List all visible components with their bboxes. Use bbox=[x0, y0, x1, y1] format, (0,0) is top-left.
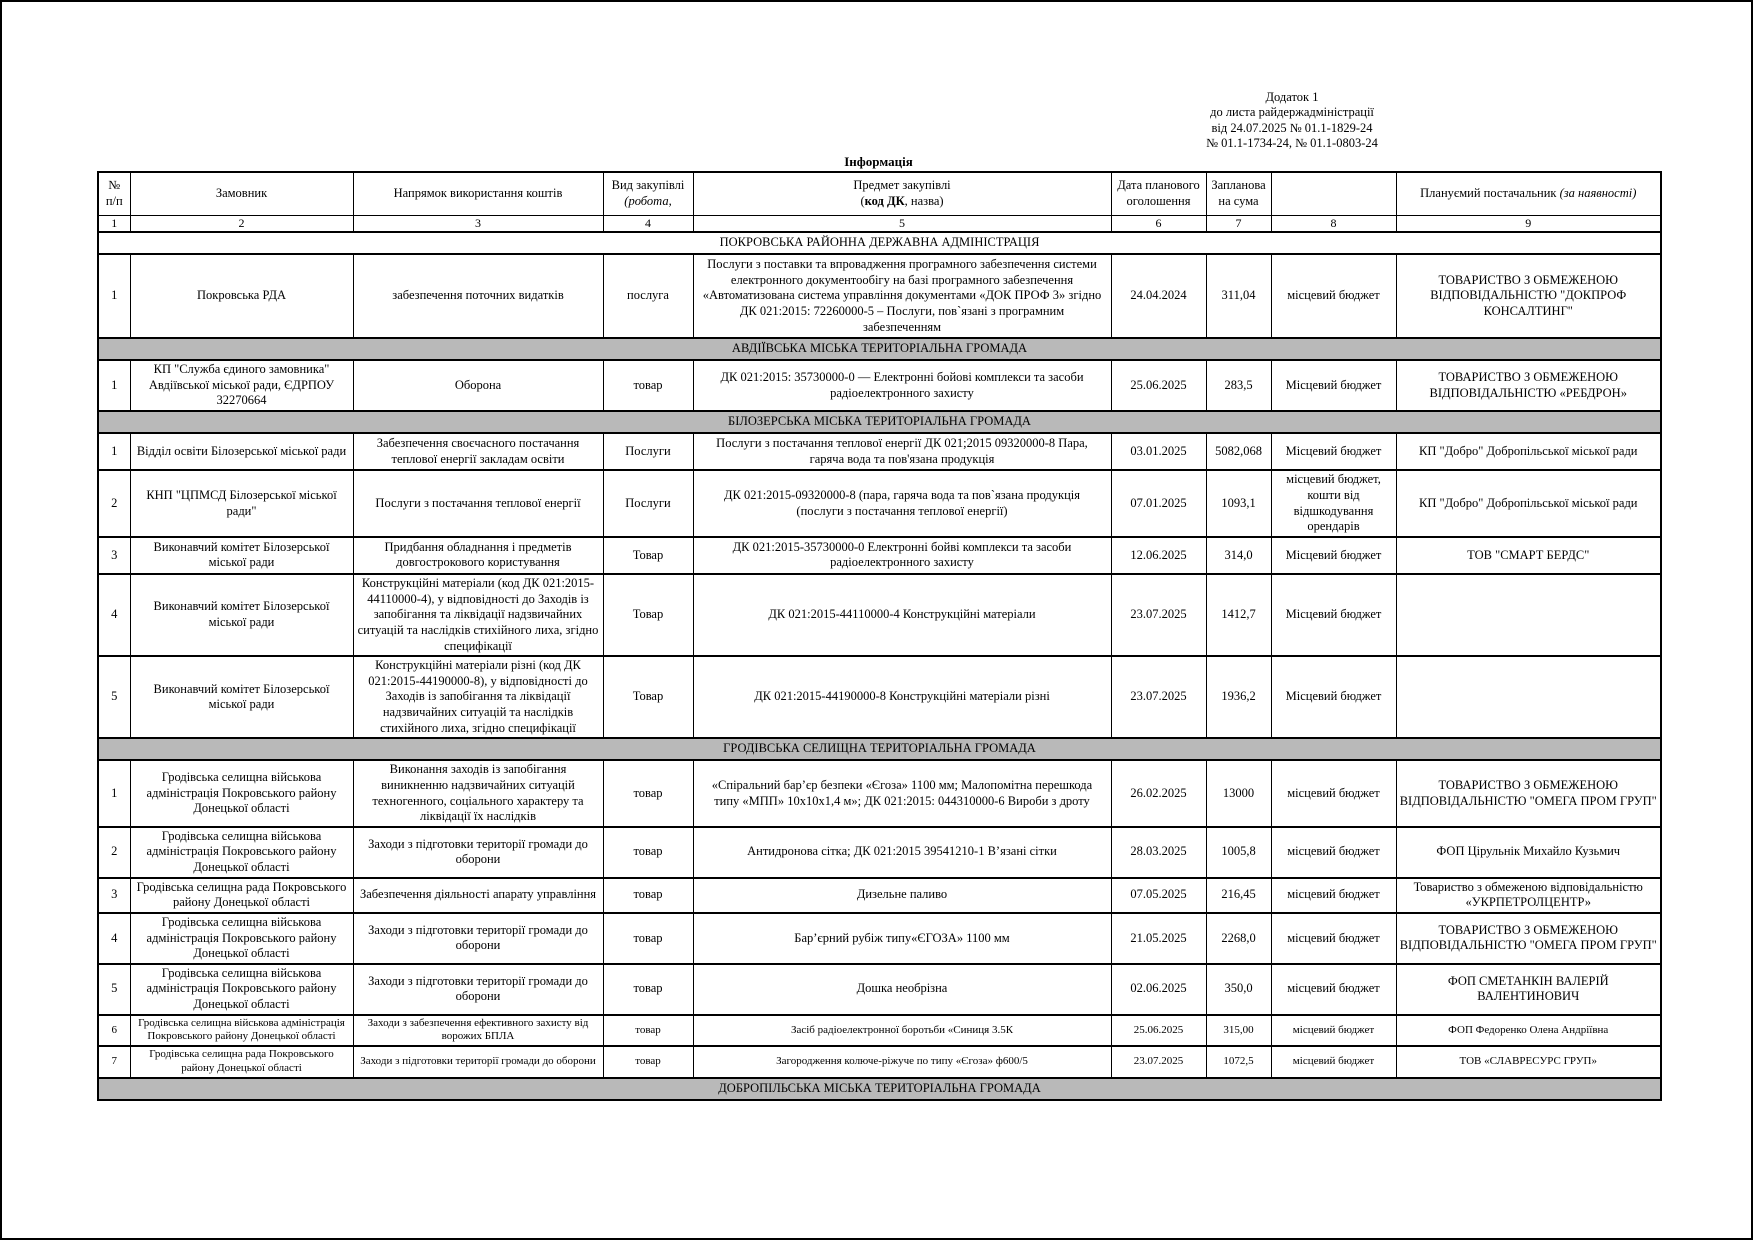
cell-row-number: 1 bbox=[98, 760, 130, 827]
cell-customer: Гродівська селищна рада Покровського району Донецької області bbox=[130, 1046, 353, 1078]
cell-row-number: 5 bbox=[98, 964, 130, 1015]
cell-row-number: 5 bbox=[98, 656, 130, 738]
cell-planned-supplier: ФОП СМЕТАНКІН ВАЛЕРІЙ ВАЛЕНТИНОВИЧ bbox=[1396, 964, 1661, 1015]
table-row bbox=[98, 1046, 1661, 1078]
cell-customer: Виконавчий комітет Білозерської міської ради bbox=[130, 574, 353, 656]
table-row bbox=[98, 827, 1661, 878]
cell-procurement-subject: Антидронова сітка; ДК 021:2015 39541210-1 В’язані сітки bbox=[693, 827, 1111, 878]
table-row bbox=[98, 656, 1661, 738]
cell-planned-supplier bbox=[1396, 656, 1661, 738]
cell-planned-sum: 283,5 bbox=[1206, 360, 1271, 411]
cell-procurement-subject: ДК 021:2015: 35730000-0 — Електронні бойові комплекси та засоби радіоелектронного захисту bbox=[693, 360, 1111, 411]
cell-planned-date: 07.01.2025 bbox=[1111, 470, 1206, 537]
cell-procurement-subject: Послуги з поставки та впровадження програмного забезпечення системи електронного документообігу на базі програмного забезпечення «Автоматизована система управління документами «ДОК ПРОФ 3» згідно ДК 021:2015: 72260000-5 – Послуги, пов`язані з програмним забезпеченням bbox=[693, 254, 1111, 338]
cell-funding-source: Місцевий бюджет bbox=[1271, 537, 1396, 574]
section-header-row bbox=[98, 738, 1661, 760]
cell-planned-supplier bbox=[1396, 574, 1661, 656]
appendix-line: № 01.1-1734-24, № 01.1-0803-24 bbox=[1206, 135, 1378, 150]
cell-funds-direction: забезпечення поточних видатків bbox=[353, 254, 603, 338]
cell-planned-date: 28.03.2025 bbox=[1111, 827, 1206, 878]
cell-procurement-type: послуга bbox=[603, 254, 693, 338]
cell-procurement-type: товар bbox=[603, 760, 693, 827]
column-number: 3 bbox=[353, 216, 603, 233]
cell-planned-supplier: ТОВАРИСТВО З ОБМЕЖЕНОЮ ВІДПОВІДАЛЬНІСТЮ «РЕБДРОН» bbox=[1396, 360, 1661, 411]
cell-planned-supplier: ТОВ «СЛАВРЕСУРС ГРУП» bbox=[1396, 1046, 1661, 1078]
cell-customer: Гродівська селищна військова адміністрація Покровського району Донецької області bbox=[130, 964, 353, 1015]
cell-planned-date: 23.07.2025 bbox=[1111, 574, 1206, 656]
cell-funds-direction: Оборона bbox=[353, 360, 603, 411]
section-header: ДОБРОПІЛЬСЬКА МІСЬКА ТЕРИТОРІАЛЬНА ГРОМАДА bbox=[98, 1078, 1661, 1100]
cell-planned-supplier: КП "Добро" Добропільської міської ради bbox=[1396, 470, 1661, 537]
table-row bbox=[98, 433, 1661, 470]
table-row bbox=[98, 964, 1661, 1015]
cell-planned-date: 12.06.2025 bbox=[1111, 537, 1206, 574]
column-number: 5 bbox=[693, 216, 1111, 233]
cell-row-number: 3 bbox=[98, 537, 130, 574]
table-row bbox=[98, 537, 1661, 574]
document-title: Інформація bbox=[844, 154, 913, 169]
section-header-row bbox=[98, 232, 1661, 254]
cell-customer: КНП "ЦПМСД Білозерської міської ради" bbox=[130, 470, 353, 537]
cell-planned-sum: 2268,0 bbox=[1206, 913, 1271, 964]
cell-procurement-type: товар bbox=[603, 360, 693, 411]
cell-planned-supplier: ТОВ "СМАРТ БЕРДС" bbox=[1396, 537, 1661, 574]
cell-customer: Покровська РДА bbox=[130, 254, 353, 338]
header-planned-date: Дата планового оголошення bbox=[1111, 172, 1206, 216]
cell-planned-supplier: Товариство з обмеженою відповідальністю «УКРПЕТРОЛЦЕНТР» bbox=[1396, 878, 1661, 913]
cell-procurement-type: товар bbox=[603, 1015, 693, 1047]
cell-funds-direction: Заходи з забезпечення ефективного захисту від ворожих БПЛА bbox=[353, 1015, 603, 1047]
table-row bbox=[98, 878, 1661, 913]
procurement-table bbox=[97, 171, 1662, 1101]
cell-planned-date: 21.05.2025 bbox=[1111, 913, 1206, 964]
cell-procurement-type: товар bbox=[603, 878, 693, 913]
cell-funds-direction: Забезпечення діяльності апарату управління bbox=[353, 878, 603, 913]
cell-funding-source: Місцевий бюджет bbox=[1271, 574, 1396, 656]
cell-planned-date: 23.07.2025 bbox=[1111, 656, 1206, 738]
cell-planned-supplier: ТОВАРИСТВО З ОБМЕЖЕНОЮ ВІДПОВІДАЛЬНІСТЮ "ОМЕГА ПРОМ ГРУП" bbox=[1396, 913, 1661, 964]
header-procurement-subject: Предмет закупівлі (код ДК, назва) bbox=[693, 172, 1111, 216]
cell-funding-source: місцевий бюджет, кошти від відшкодування орендарів bbox=[1271, 470, 1396, 537]
cell-procurement-subject: Послуги з постачання теплової енергії ДК 021;2015 09320000-8 Пара, гаряча вода та пов'язана продукція bbox=[693, 433, 1111, 470]
column-number: 4 bbox=[603, 216, 693, 233]
cell-row-number: 7 bbox=[98, 1046, 130, 1078]
section-header-row bbox=[98, 411, 1661, 433]
cell-procurement-subject: Загородження колюче-ріжуче по типу «Єгоза» ф600/5 bbox=[693, 1046, 1111, 1078]
cell-planned-sum: 315,00 bbox=[1206, 1015, 1271, 1047]
table-row bbox=[98, 470, 1661, 537]
cell-customer: Відділ освіти Білозерської міської ради bbox=[130, 433, 353, 470]
header-planned-sum: Запланована сума bbox=[1206, 172, 1271, 216]
section-header: ГРОДІВСЬКА СЕЛИЩНА ТЕРИТОРІАЛЬНА ГРОМАДА bbox=[98, 738, 1661, 760]
cell-planned-date: 23.07.2025 bbox=[1111, 1046, 1206, 1078]
column-numbers-row bbox=[98, 216, 1661, 233]
cell-planned-date: 26.02.2025 bbox=[1111, 760, 1206, 827]
cell-customer: КП "Служба єдиного замовника" Авдіївської міської ради, ЄДРПОУ 32270664 bbox=[130, 360, 353, 411]
cell-procurement-type: товар bbox=[603, 827, 693, 878]
cell-funds-direction: Послуги з постачання теплової енергії bbox=[353, 470, 603, 537]
cell-funding-source: місцевий бюджет bbox=[1271, 254, 1396, 338]
cell-planned-sum: 314,0 bbox=[1206, 537, 1271, 574]
cell-funding-source: Місцевий бюджет bbox=[1271, 656, 1396, 738]
cell-planned-sum: 1412,7 bbox=[1206, 574, 1271, 656]
column-number: 8 bbox=[1271, 216, 1396, 233]
cell-funding-source: місцевий бюджет bbox=[1271, 1015, 1396, 1047]
cell-planned-sum: 1072,5 bbox=[1206, 1046, 1271, 1078]
cell-funds-direction: Придбання обладнання і предметів довгострокового користування bbox=[353, 537, 603, 574]
cell-procurement-subject: Дошка необрізна bbox=[693, 964, 1111, 1015]
appendix-line: Додаток 1 bbox=[1265, 90, 1319, 104]
cell-procurement-type: Товар bbox=[603, 656, 693, 738]
cell-funds-direction: Заходи з підготовки території громади до оборони bbox=[353, 913, 603, 964]
cell-row-number: 3 bbox=[98, 878, 130, 913]
cell-procurement-type: Товар bbox=[603, 537, 693, 574]
cell-funds-direction: Забезпечення своєчасного постачання теплової енергії закладам освіти bbox=[353, 433, 603, 470]
cell-planned-sum: 216,45 bbox=[1206, 878, 1271, 913]
cell-planned-supplier: ТОВАРИСТВО З ОБМЕЖЕНОЮ ВІДПОВІДАЛЬНІСТЮ "ДОКПРОФ КОНСАЛТИНГ" bbox=[1396, 254, 1661, 338]
cell-planned-sum: 350,0 bbox=[1206, 964, 1271, 1015]
cell-funding-source: Місцевий бюджет bbox=[1271, 360, 1396, 411]
cell-row-number: 1 bbox=[98, 254, 130, 338]
cell-planned-date: 24.04.2024 bbox=[1111, 254, 1206, 338]
cell-planned-date: 02.06.2025 bbox=[1111, 964, 1206, 1015]
cell-procurement-subject: ДК 021:2015-09320000-8 (пара, гаряча вода та пов`язана продукція (послуги з постачання теплової енергії) bbox=[693, 470, 1111, 537]
header-empty bbox=[1271, 172, 1396, 216]
appendix-line: до листа райдержадміністрації bbox=[1210, 105, 1374, 120]
cell-funding-source: місцевий бюджет bbox=[1271, 913, 1396, 964]
header-procurement-type: Вид закупівлі (робота, bbox=[603, 172, 693, 216]
cell-funds-direction: Заходи з підготовки території громади до оборони bbox=[353, 827, 603, 878]
appendix-note bbox=[1157, 90, 1427, 151]
cell-customer: Гродівська селищна рада Покровського району Донецької області bbox=[130, 878, 353, 913]
cell-procurement-type: Послуги bbox=[603, 470, 693, 537]
table-row bbox=[98, 254, 1661, 338]
cell-procurement-subject: ДК 021:2015-44190000-8 Конструкційні матеріали різні bbox=[693, 656, 1111, 738]
cell-customer: Виконавчий комітет Білозерської міської ради bbox=[130, 656, 353, 738]
cell-funds-direction: Конструкційні матеріали (код ДК 021:2015-44110000-4), у відповідності до Заходів із запобігання та ліквідації надзвичайних ситуацій та наслідків стихійного лиха, згідно специфікації bbox=[353, 574, 603, 656]
cell-procurement-subject: ДК 021:2015-35730000-0 Електронні бойві комплекси та засоби радіоелектронного захисту bbox=[693, 537, 1111, 574]
table-row bbox=[98, 760, 1661, 827]
appendix-line: від 24.07.2025 № 01.1-1829-24 bbox=[1211, 120, 1373, 135]
cell-procurement-subject: «Спіральний бар’єр безпеки «Єгоза» 1100 мм; Малопомітна перешкода типу «МПП» 10х10х1,4 м»; ДК 021:2015: 044310000-6 Вироби з дроту bbox=[693, 760, 1111, 827]
column-number: 7 bbox=[1206, 216, 1271, 233]
cell-funding-source: місцевий бюджет bbox=[1271, 827, 1396, 878]
cell-customer: Гродівська селищна військова адміністрація Покровського району Донецької області bbox=[130, 913, 353, 964]
cell-customer: Виконавчий комітет Білозерської міської ради bbox=[130, 537, 353, 574]
cell-procurement-type: Товар bbox=[603, 574, 693, 656]
table-header-row bbox=[98, 172, 1661, 216]
cell-procurement-subject: ДК 021:2015-44110000-4 Конструкційні матеріали bbox=[693, 574, 1111, 656]
cell-funds-direction: Виконання заходів із запобігання виникненню надзвичайних ситуацій техногенного, соціального характеру та ліквідації їх наслідків bbox=[353, 760, 603, 827]
header-customer: Замовник bbox=[130, 172, 353, 216]
column-number: 9 bbox=[1396, 216, 1661, 233]
cell-row-number: 1 bbox=[98, 433, 130, 470]
header-funds-direction: Напрямок використання коштів bbox=[353, 172, 603, 216]
column-number: 6 bbox=[1111, 216, 1206, 233]
cell-customer: Гродівська селищна військова адміністрація Покровського району Донецької області bbox=[130, 827, 353, 878]
cell-row-number: 4 bbox=[98, 913, 130, 964]
cell-funds-direction: Заходи з підготовки території громади до оборони bbox=[353, 1046, 603, 1078]
cell-planned-date: 25.06.2025 bbox=[1111, 360, 1206, 411]
cell-funding-source: місцевий бюджет bbox=[1271, 964, 1396, 1015]
cell-funding-source: місцевий бюджет bbox=[1271, 1046, 1396, 1078]
cell-planned-date: 25.06.2025 bbox=[1111, 1015, 1206, 1047]
cell-funding-source: місцевий бюджет bbox=[1271, 760, 1396, 827]
cell-row-number: 2 bbox=[98, 827, 130, 878]
cell-row-number: 6 bbox=[98, 1015, 130, 1047]
cell-planned-supplier: ФОП Федоренко Олена Андріївна bbox=[1396, 1015, 1661, 1047]
cell-customer: Гродівська селищна військова адміністрація Покровського району Донецької області bbox=[130, 760, 353, 827]
cell-funds-direction: Заходи з підготовки території громади до оборони bbox=[353, 964, 603, 1015]
header-row-number: № п/п bbox=[98, 172, 130, 216]
cell-procurement-subject: Бар’єрний рубіж типу«ЄГОЗА» 1100 мм bbox=[693, 913, 1111, 964]
cell-planned-sum: 1005,8 bbox=[1206, 827, 1271, 878]
cell-row-number: 2 bbox=[98, 470, 130, 537]
cell-planned-sum: 1093,1 bbox=[1206, 470, 1271, 537]
cell-procurement-type: товар bbox=[603, 1046, 693, 1078]
section-header-row bbox=[98, 1078, 1661, 1100]
cell-funding-source: місцевий бюджет bbox=[1271, 878, 1396, 913]
cell-funds-direction: Конструкційні матеріали різні (код ДК 021:2015-44190000-8), у відповідності до Заходів із запобігання та ліквідації надзвичайних ситуацій та наслідків стихійного лиха, згідно специфікації bbox=[353, 656, 603, 738]
table-row bbox=[98, 913, 1661, 964]
cell-planned-supplier: КП "Добро" Добропільської міської ради bbox=[1396, 433, 1661, 470]
table-row bbox=[98, 574, 1661, 656]
cell-customer: Гродівська селищна військова адміністрація Покровського району Донецької області bbox=[130, 1015, 353, 1047]
cell-planned-date: 03.01.2025 bbox=[1111, 433, 1206, 470]
section-header: ПОКРОВСЬКА РАЙОННА ДЕРЖАВНА АДМІНІСТРАЦІЯ bbox=[98, 232, 1661, 254]
cell-planned-sum: 311,04 bbox=[1206, 254, 1271, 338]
cell-planned-date: 07.05.2025 bbox=[1111, 878, 1206, 913]
cell-row-number: 1 bbox=[98, 360, 130, 411]
cell-planned-supplier: ТОВАРИСТВО З ОБМЕЖЕНОЮ ВІДПОВІДАЛЬНІСТЮ "ОМЕГА ПРОМ ГРУП" bbox=[1396, 760, 1661, 827]
section-header: БІЛОЗЕРСЬКА МІСЬКА ТЕРИТОРІАЛЬНА ГРОМАДА bbox=[98, 411, 1661, 433]
section-header-row bbox=[98, 338, 1661, 360]
cell-planned-sum: 1936,2 bbox=[1206, 656, 1271, 738]
cell-procurement-type: товар bbox=[603, 964, 693, 1015]
cell-procurement-subject: Дизельне паливо bbox=[693, 878, 1111, 913]
cell-planned-sum: 5082,068 bbox=[1206, 433, 1271, 470]
cell-planned-sum: 13000 bbox=[1206, 760, 1271, 827]
cell-row-number: 4 bbox=[98, 574, 130, 656]
cell-procurement-subject: Засіб радіоелектронної боротьби «Синиця 3.5К bbox=[693, 1015, 1111, 1047]
column-number: 2 bbox=[130, 216, 353, 233]
cell-procurement-type: Послуги bbox=[603, 433, 693, 470]
table-row bbox=[98, 1015, 1661, 1047]
section-header: АВДІЇВСЬКА МІСЬКА ТЕРИТОРІАЛЬНА ГРОМАДА bbox=[98, 338, 1661, 360]
header-planned-supplier: Плануємий постачальник (за наявності) bbox=[1396, 172, 1661, 216]
cell-procurement-type: товар bbox=[603, 913, 693, 964]
column-number: 1 bbox=[98, 216, 130, 233]
cell-funding-source: Місцевий бюджет bbox=[1271, 433, 1396, 470]
table-row bbox=[98, 360, 1661, 411]
cell-planned-supplier: ФОП Цірульнік Михайло Кузьмич bbox=[1396, 827, 1661, 878]
